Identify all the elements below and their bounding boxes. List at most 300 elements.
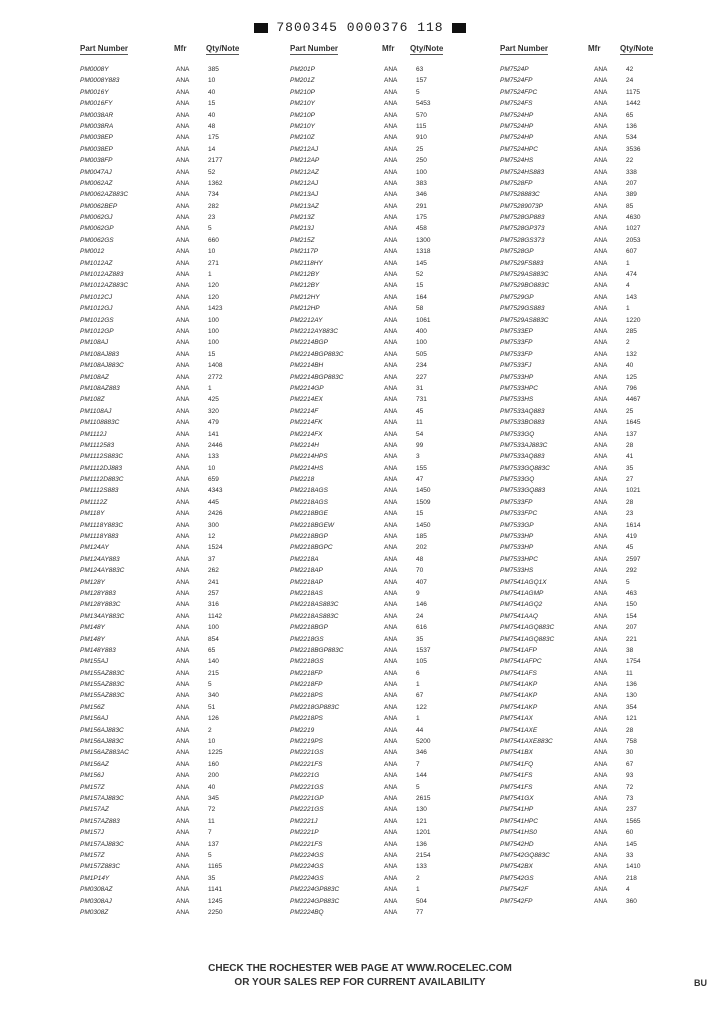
- table-row: [500, 624, 660, 635]
- table-row: [290, 749, 490, 760]
- part-number-cell: PM7541FS: [500, 772, 533, 780]
- mfr-cell: ANA: [594, 145, 608, 153]
- table-row: [290, 909, 490, 920]
- mfr-cell: ANA: [176, 305, 190, 313]
- table-row: [80, 100, 280, 111]
- part-number-cell: PM108AZ883: [80, 384, 120, 392]
- table-row: [290, 225, 490, 236]
- table-row: [80, 749, 280, 760]
- part-number-cell: PM0062AZ: [80, 179, 113, 187]
- qty-cell: 291: [416, 202, 427, 210]
- part-number-cell: PM7528GP: [500, 248, 534, 256]
- mfr-cell: ANA: [594, 339, 608, 347]
- qty-cell: 160: [208, 760, 219, 768]
- table-row: [290, 772, 490, 783]
- part-number-cell: PM7541AGQ883C: [500, 635, 555, 643]
- part-number-cell: PM7541HPC: [500, 817, 538, 825]
- mfr-cell: ANA: [594, 271, 608, 279]
- mfr-cell: ANA: [176, 373, 190, 381]
- table-row: [500, 556, 660, 567]
- mfr-cell: ANA: [176, 88, 190, 96]
- part-number-cell: PM1012GS: [80, 316, 114, 324]
- qty-cell: 1220: [626, 316, 641, 324]
- table-row: [80, 169, 280, 180]
- table-row: [290, 453, 490, 464]
- mfr-cell: ANA: [176, 476, 190, 484]
- table-row: [290, 294, 490, 305]
- table-row: [80, 476, 280, 487]
- mfr-cell: ANA: [176, 669, 190, 677]
- part-number-cell: PM2214HPS: [290, 453, 328, 461]
- part-number-cell: PM118Y: [80, 510, 105, 518]
- table-row: [80, 351, 280, 362]
- mfr-cell: ANA: [594, 886, 608, 894]
- qty-cell: 383: [416, 179, 427, 187]
- qty-cell: 1225: [208, 749, 223, 757]
- qty-cell: 207: [626, 624, 637, 632]
- table-row: [290, 374, 490, 385]
- table-row: [80, 203, 280, 214]
- qty-cell: 2177: [208, 157, 223, 165]
- part-number-cell: PM0047AJ: [80, 168, 112, 176]
- qty-cell: 6: [416, 669, 420, 677]
- table-row: [500, 852, 660, 863]
- part-number-cell: PM1P14Y: [80, 874, 110, 882]
- part-number-cell: PM156AJ: [80, 715, 109, 723]
- qty-cell: 65: [208, 646, 216, 654]
- part-number-cell: PM124AY883: [80, 555, 120, 563]
- qty-cell: 1565: [626, 817, 641, 825]
- mfr-cell: ANA: [176, 419, 190, 427]
- qty-cell: 27: [626, 476, 634, 484]
- qty-cell: 1645: [626, 419, 641, 427]
- qty-cell: 4467: [626, 396, 641, 404]
- part-number-cell: PM124AY883C: [80, 567, 125, 575]
- table-row: [500, 533, 660, 544]
- qty-cell: 48: [208, 122, 216, 130]
- qty-cell: 2615: [416, 795, 431, 802]
- qty-cell: 5: [208, 851, 212, 859]
- table-row: [80, 374, 280, 385]
- availability-notice: [0, 962, 720, 990]
- part-number-cell: PM0038RA: [80, 122, 114, 130]
- mfr-cell: ANA: [176, 122, 190, 130]
- table-row: [80, 260, 280, 271]
- qty-cell: 316: [208, 601, 219, 609]
- qty-cell: 400: [416, 327, 427, 335]
- mfr-cell: ANA: [176, 248, 190, 256]
- part-number-cell: PM7541AKP: [500, 703, 538, 711]
- part-number-cell: PM1012AZ883: [80, 271, 124, 279]
- part-number-cell: PM212HP: [290, 305, 320, 313]
- part-number-cell: PM0038EP: [80, 134, 113, 142]
- part-number-cell: PM1108AJ: [80, 407, 112, 415]
- part-number-cell: PM7524FPC: [500, 88, 538, 96]
- mfr-cell: ANA: [594, 248, 608, 256]
- qty-cell: 100: [208, 316, 219, 324]
- qty-cell: 38: [626, 646, 634, 654]
- mfr-cell: ANA: [176, 316, 190, 324]
- qty-cell: 474: [626, 271, 637, 279]
- mfr-cell: ANA: [176, 510, 190, 518]
- part-number-cell: PM7541AFPC: [500, 658, 542, 666]
- mfr-cell: ANA: [176, 806, 190, 814]
- qty-cell: 157: [416, 77, 427, 85]
- mfr-cell: ANA: [176, 840, 190, 848]
- column-header: [80, 44, 280, 64]
- qty-cell: 30: [626, 749, 634, 757]
- part-number-cell: PM7533HS: [500, 396, 534, 404]
- qty-cell: 44: [416, 726, 424, 734]
- part-number-cell: PM7533FJ: [500, 362, 532, 370]
- qty-cell: 125: [626, 373, 637, 381]
- mfr-cell: ANA: [176, 282, 190, 290]
- qty-cell: 133: [416, 863, 427, 871]
- part-number-cell: PM155AZ883C: [80, 669, 125, 677]
- qty-cell: 41: [626, 453, 634, 461]
- table-row: [500, 419, 660, 430]
- part-number-cell: PM1108883C: [80, 419, 120, 427]
- qty-cell: 120: [208, 282, 219, 290]
- qty-cell: 146: [416, 601, 427, 609]
- part-number-cell: PM155AJ: [80, 658, 109, 666]
- table-row: [500, 510, 660, 521]
- mfr-cell: ANA: [594, 134, 608, 142]
- mfr-cell: ANA: [176, 624, 190, 632]
- qty-cell: 271: [208, 259, 219, 267]
- table-row: [80, 191, 280, 202]
- part-number-cell: PM7529BO883C: [500, 282, 550, 290]
- qty-cell: 5: [208, 681, 212, 689]
- qty-cell: 659: [208, 476, 219, 484]
- table-row: [290, 419, 490, 430]
- part-number-cell: PM210Y: [290, 100, 315, 108]
- mfr-cell: ANA: [176, 555, 190, 563]
- mfr-cell: ANA: [176, 521, 190, 529]
- mfr-cell: ANA: [176, 544, 190, 552]
- part-number-cell: PM7533GQ: [500, 430, 535, 438]
- qty-cell: 73: [626, 795, 634, 802]
- part-number-cell: PM128Y883C: [80, 601, 121, 609]
- mfr-cell: ANA: [176, 214, 190, 222]
- table-row: [500, 544, 660, 555]
- mfr-cell: ANA: [176, 851, 190, 859]
- mfr-cell: ANA: [594, 282, 608, 290]
- mfr-cell: ANA: [384, 441, 398, 449]
- qty-cell: 100: [208, 327, 219, 335]
- table-row: [80, 237, 280, 248]
- mfr-cell: ANA: [594, 430, 608, 438]
- qty-cell: 1442: [626, 100, 641, 108]
- mfr-cell: ANA: [594, 601, 608, 609]
- part-number-cell: PM0062GJ: [80, 214, 113, 222]
- mfr-cell: ANA: [594, 419, 608, 427]
- part-number-cell: PM7533HS: [500, 567, 534, 575]
- barcode-mark-right: [452, 23, 466, 33]
- part-number-cell: PM1118Y883: [80, 533, 119, 541]
- mfr-cell: ANA: [176, 293, 190, 301]
- mfr-cell: ANA: [594, 726, 608, 734]
- qty-cell: 1450: [416, 521, 431, 529]
- mfr-cell: ANA: [594, 806, 608, 814]
- mfr-cell: ANA: [384, 77, 398, 85]
- mfr-cell: ANA: [176, 533, 190, 541]
- qty-cell: 155: [416, 464, 427, 472]
- table-row: [500, 841, 660, 852]
- qty-cell: 45: [416, 407, 424, 415]
- part-number-cell: PM210Y: [290, 122, 315, 130]
- mfr-cell: ANA: [384, 510, 398, 518]
- qty-cell: 100: [416, 168, 427, 176]
- mfr-cell: ANA: [176, 567, 190, 575]
- part-number-cell: PM2221FS: [290, 760, 323, 768]
- mfr-cell: ANA: [176, 863, 190, 871]
- part-number-cell: PM2219PS: [290, 738, 323, 746]
- mfr-cell: ANA: [384, 658, 398, 666]
- part-number-cell: PM7524HP: [500, 111, 534, 119]
- table-row: [80, 647, 280, 658]
- mfr-cell: ANA: [384, 738, 398, 746]
- qty-cell: 100: [208, 339, 219, 347]
- table-row: [80, 841, 280, 852]
- table-row: [80, 408, 280, 419]
- qty-cell: 35: [208, 874, 216, 882]
- part-number-cell: PM201P: [290, 66, 315, 73]
- qty-cell: 234: [416, 362, 427, 370]
- qty-cell: 15: [416, 282, 424, 290]
- table-row: [500, 385, 660, 396]
- mfr-cell: ANA: [384, 430, 398, 438]
- mfr-cell: ANA: [384, 521, 398, 529]
- qty-cell: 1: [208, 384, 212, 392]
- part-number-cell: PM7528883C: [500, 191, 540, 199]
- table-row: [500, 396, 660, 407]
- table-row: [500, 636, 660, 647]
- table-row: [500, 647, 660, 658]
- table-row: [500, 214, 660, 225]
- qty-cell: 35: [626, 464, 634, 472]
- part-number-cell: PM156AJ883C: [80, 726, 124, 734]
- part-number-cell: PM2218BGE: [290, 510, 328, 518]
- qty-cell: 2446: [208, 441, 223, 449]
- table-row: [500, 328, 660, 339]
- part-number-cell: PM7533HP: [500, 544, 534, 552]
- part-number-cell: PM156Z: [80, 703, 105, 711]
- mfr-cell: ANA: [384, 749, 398, 757]
- part-number-cell: PM0062GS: [80, 236, 114, 244]
- table-row: [80, 806, 280, 817]
- part-number-cell: PM7542BX: [500, 863, 533, 871]
- mfr-cell: ANA: [384, 555, 398, 563]
- part-number-cell: PM2224BQ: [290, 908, 324, 916]
- table-row: [500, 601, 660, 612]
- part-number-cell: PM2224GS: [290, 851, 324, 859]
- table-row: [290, 590, 490, 601]
- table-row: [500, 180, 660, 191]
- part-number-cell: PM7533FP: [500, 350, 533, 358]
- part-number-cell: PM2118HY: [290, 259, 323, 267]
- mfr-cell: ANA: [384, 624, 398, 632]
- mfr-cell: ANA: [384, 578, 398, 586]
- qty-cell: 5: [416, 783, 420, 791]
- part-number-cell: PM7533AQ883: [500, 407, 545, 415]
- qty-cell: 15: [208, 100, 216, 108]
- qty-cell: 385: [208, 66, 219, 73]
- part-number-cell: PM7541HP: [500, 806, 534, 814]
- part-number-cell: PM7542FP: [500, 897, 533, 905]
- qty-cell: 185: [416, 533, 427, 541]
- qty-cell: 126: [208, 715, 219, 723]
- mfr-cell: ANA: [384, 236, 398, 244]
- part-number-cell: PM75289073P: [500, 202, 544, 210]
- qty-cell: 51: [208, 703, 216, 711]
- table-row: [500, 362, 660, 373]
- part-number-cell: PM7524HS883: [500, 168, 545, 176]
- part-number-cell: PM2212AY883C: [290, 327, 338, 335]
- table-row: [500, 408, 660, 419]
- mfr-cell: ANA: [594, 544, 608, 552]
- part-number-cell: PM213AJ: [290, 191, 319, 199]
- mfr-cell: ANA: [384, 157, 398, 165]
- table-row: [290, 863, 490, 874]
- table-row: [290, 431, 490, 442]
- table-row: [80, 453, 280, 464]
- table-row: [290, 544, 490, 555]
- qty-cell: 505: [416, 350, 427, 358]
- part-number-cell: PM1112S883C: [80, 453, 124, 461]
- table-row: [290, 112, 490, 123]
- table-row: [80, 601, 280, 612]
- qty-cell: 1021: [626, 487, 641, 495]
- part-number-cell: PM2212AY: [290, 316, 323, 324]
- qty-cell: 389: [626, 191, 637, 199]
- mfr-cell: ANA: [594, 658, 608, 666]
- mfr-cell: ANA: [176, 760, 190, 768]
- table-row: [80, 465, 280, 476]
- qty-cell: 731: [416, 396, 427, 404]
- part-number-cell: PM148Y: [80, 624, 105, 632]
- qty-cell: 137: [626, 430, 637, 438]
- part-number-cell: PM156AJ883C: [80, 738, 124, 746]
- mfr-cell: ANA: [176, 327, 190, 335]
- part-number-cell: PM156J: [80, 772, 104, 780]
- mfr-cell: ANA: [594, 88, 608, 96]
- mfr-cell: ANA: [594, 817, 608, 825]
- mfr-cell: ANA: [594, 874, 608, 882]
- qty-cell: 1524: [208, 544, 223, 552]
- qty-cell: 1141: [208, 886, 222, 894]
- mfr-cell: ANA: [594, 555, 608, 563]
- table-row: [290, 670, 490, 681]
- part-number-cell: PM1012GP: [80, 327, 114, 335]
- part-number-cell: PM7533HPC: [500, 384, 538, 392]
- part-number-cell: PM1112583: [80, 441, 115, 449]
- qty-cell: 130: [626, 692, 637, 700]
- qty-cell: 100: [208, 624, 219, 632]
- mfr-cell: ANA: [594, 476, 608, 484]
- mfr-cell: ANA: [384, 384, 398, 392]
- qty-cell: 218: [626, 874, 637, 882]
- part-number-cell: PM0308Z: [80, 908, 109, 916]
- table-row: [290, 237, 490, 248]
- mfr-cell: ANA: [384, 476, 398, 484]
- mfr-cell: ANA: [594, 384, 608, 392]
- qty-cell: 40: [626, 362, 634, 370]
- qty-cell: 72: [208, 806, 216, 814]
- part-number-cell: PM7541AGMP: [500, 589, 544, 597]
- mfr-cell: ANA: [176, 795, 190, 802]
- mfr-cell: ANA: [594, 453, 608, 461]
- mfr-header: Mfr: [174, 44, 187, 53]
- mfr-cell: ANA: [594, 407, 608, 415]
- part-number-cell: PM2218BGP: [290, 624, 328, 632]
- qty-cell: 150: [626, 601, 637, 609]
- part-number-cell: PM7528GP883: [500, 214, 545, 222]
- qty-cell: 10: [208, 248, 216, 256]
- table-row: [80, 692, 280, 703]
- mfr-cell: ANA: [594, 327, 608, 335]
- part-number-cell: PM2221GP: [290, 795, 324, 802]
- mfr-cell: ANA: [594, 738, 608, 746]
- mfr-cell: ANA: [384, 100, 398, 108]
- table-row: [80, 875, 280, 886]
- part-number-cell: PM7541AX: [500, 715, 533, 723]
- part-number-cell: PM7541AAQ: [500, 612, 538, 620]
- table-row: [500, 795, 660, 806]
- table-row: [80, 146, 280, 157]
- table-row: [290, 351, 490, 362]
- qty-cell: 1537: [416, 646, 431, 654]
- mfr-cell: ANA: [384, 407, 398, 415]
- qty-cell: 1410: [626, 863, 641, 871]
- qty-cell: 145: [626, 840, 637, 848]
- part-number-cell: PM108Z: [80, 396, 105, 404]
- mfr-cell: ANA: [384, 646, 398, 654]
- mfr-cell: ANA: [594, 772, 608, 780]
- part-number-cell: PM7533GQ883: [500, 487, 546, 495]
- part-number-cell: PM7541BX: [500, 749, 533, 757]
- table-row: [290, 499, 490, 510]
- qty-cell: 7: [416, 760, 420, 768]
- qty-cell: 758: [626, 738, 637, 746]
- part-number-cell: PM2218FP: [290, 681, 323, 689]
- table-row: [500, 522, 660, 533]
- table-row: [80, 556, 280, 567]
- table-row: [290, 647, 490, 658]
- part-number-cell: PM0016FY: [80, 100, 113, 108]
- barcode-text: 7800345 0000376 118: [276, 20, 444, 35]
- part-number-cell: PM7533AQ883: [500, 453, 545, 461]
- mfr-cell: ANA: [594, 464, 608, 472]
- mfr-cell: ANA: [594, 829, 608, 837]
- part-number-cell: PM108AJ883: [80, 350, 120, 358]
- table-row: [500, 806, 660, 817]
- parts-column-3: [500, 44, 660, 909]
- mfr-cell: ANA: [594, 612, 608, 620]
- part-number-cell: PM2214BGP883C: [290, 350, 344, 358]
- qty-cell: 1614: [626, 521, 641, 529]
- mfr-cell: ANA: [176, 111, 190, 119]
- table-row: [80, 522, 280, 533]
- mfr-cell: ANA: [176, 362, 190, 370]
- table-row: [290, 146, 490, 157]
- qty-cell: 4630: [626, 214, 641, 222]
- part-number-cell: PM157J: [80, 829, 104, 837]
- table-row: [500, 898, 660, 909]
- table-row: [500, 863, 660, 874]
- mfr-cell: ANA: [384, 111, 398, 119]
- table-row: [290, 408, 490, 419]
